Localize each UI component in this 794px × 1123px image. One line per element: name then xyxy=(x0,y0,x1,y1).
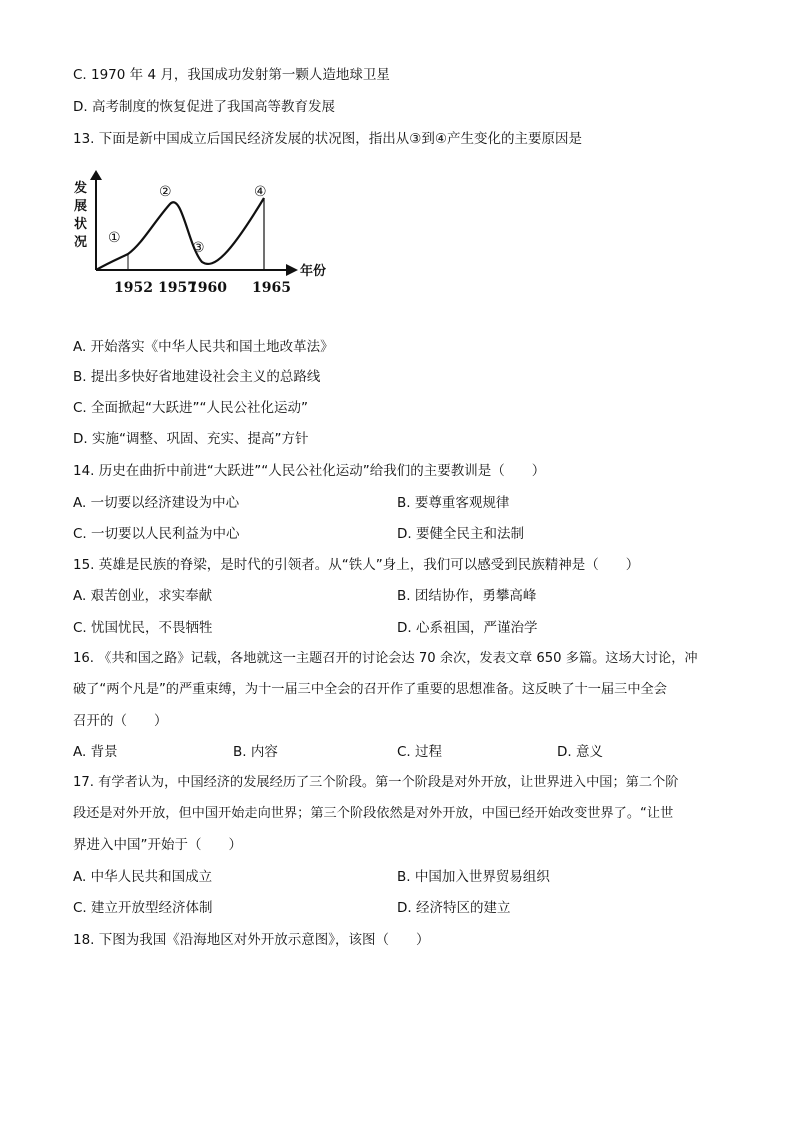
option-d-14: D. 要健全民主和法制 xyxy=(397,526,524,542)
y-axis-label-char: 展 xyxy=(74,199,88,214)
option-a-13: A. 开始落实《中华人民共和国土地改革法》 xyxy=(73,339,334,355)
option-a-16: A. 背景 xyxy=(73,744,118,760)
x-tick-label: 1965 xyxy=(252,280,291,296)
x-tick-label: 1952 xyxy=(114,280,153,296)
option-d-12: D. 高考制度的恢复促进了我国高等教育发展 xyxy=(73,99,335,115)
marker-2: ② xyxy=(159,184,172,200)
question-18: 18. 下图为我国《沿海地区对外开放示意图》，该图（ ） xyxy=(73,932,430,948)
option-a-14: A. 一切要以经济建设为中心 xyxy=(73,495,240,511)
question-17-line-2: 段还是对外开放，但中国开始走向世界；第三个阶段依然是对外开放，中国已经开始改变世界了。“让世 xyxy=(73,806,674,821)
question-14: 14. 历史在曲折中前进“大跃进”“人民公社化运动”给我们的主要教训是（ ） xyxy=(73,463,546,479)
question-17-line-1: 17. 有学者认为，中国经济的发展经历了三个阶段。第一个阶段是对外开放，让世界进入中国；第二个阶 xyxy=(73,775,679,790)
question-16-line-1: 16. 《共和国之路》记载，各地就这一主题召开的讨论会达 70 余次，发表文章 650 多篇。这场大讨论，冲 xyxy=(73,651,698,666)
economic-development-chart xyxy=(70,170,340,300)
question-17-line-3: 界进入中国”开始于（ ） xyxy=(73,837,242,853)
option-b-16: B. 内容 xyxy=(233,744,278,760)
option-a-17: A. 中华人民共和国成立 xyxy=(73,869,213,885)
x-tick-label: 1957 xyxy=(158,280,197,296)
x-tick-label: 1960 xyxy=(188,280,227,296)
y-axis-label-char: 状 xyxy=(74,217,88,232)
option-b-13: B. 提出多快好省地建设社会主义的总路线 xyxy=(73,369,321,385)
option-b-14: B. 要尊重客观规律 xyxy=(397,495,510,511)
question-13: 13. 下面是新中国成立后国民经济发展的状况图，指出从③到④产生变化的主要原因是 xyxy=(73,131,582,147)
question-16-line-3: 召开的（ ） xyxy=(73,713,168,729)
x-axis-arrow xyxy=(286,264,298,276)
option-b-15: B. 团结协作，勇攀高峰 xyxy=(397,588,537,604)
option-d-16: D. 意义 xyxy=(557,744,603,760)
option-c-15: C. 忧国忧民，不畏牺牲 xyxy=(73,620,213,636)
option-d-15: D. 心系祖国，严谨治学 xyxy=(397,620,538,636)
marker-4: ④ xyxy=(254,184,267,200)
option-c-12: C. 1970 年 4 月，我国成功发射第一颗人造地球卫星 xyxy=(73,67,390,83)
option-a-15: A. 艰苦创业，求实奉献 xyxy=(73,588,213,604)
option-c-13: C. 全面掀起“大跃进”“人民公社化运动” xyxy=(73,400,308,416)
x-axis-label: 年份 xyxy=(300,264,327,279)
option-b-17: B. 中国加入世界贸易组织 xyxy=(397,869,550,885)
y-axis-arrow xyxy=(90,170,102,180)
option-d-17: D. 经济特区的建立 xyxy=(397,900,511,916)
marker-3: ③ xyxy=(192,240,205,256)
option-c-14: C. 一切要以人民利益为中心 xyxy=(73,526,240,542)
question-16-line-2: 破了“两个凡是”的严重束缚，为十一届三中全会的召开作了重要的思想准备。这反映了十一届三中全会 xyxy=(73,682,667,697)
option-d-13: D. 实施“调整、巩固、充实、提高”方针 xyxy=(73,431,309,447)
option-c-16: C. 过程 xyxy=(397,744,443,760)
question-15: 15. 英雄是民族的脊梁，是时代的引领者。从“铁人”身上，我们可以感受到民族精神是（ ） xyxy=(73,557,640,573)
development-curve xyxy=(96,198,264,270)
y-axis-label-char: 况 xyxy=(74,235,88,250)
marker-1: ① xyxy=(108,230,121,246)
y-axis-label-char: 发 xyxy=(74,181,88,196)
option-c-17: C. 建立开放型经济体制 xyxy=(73,900,213,916)
